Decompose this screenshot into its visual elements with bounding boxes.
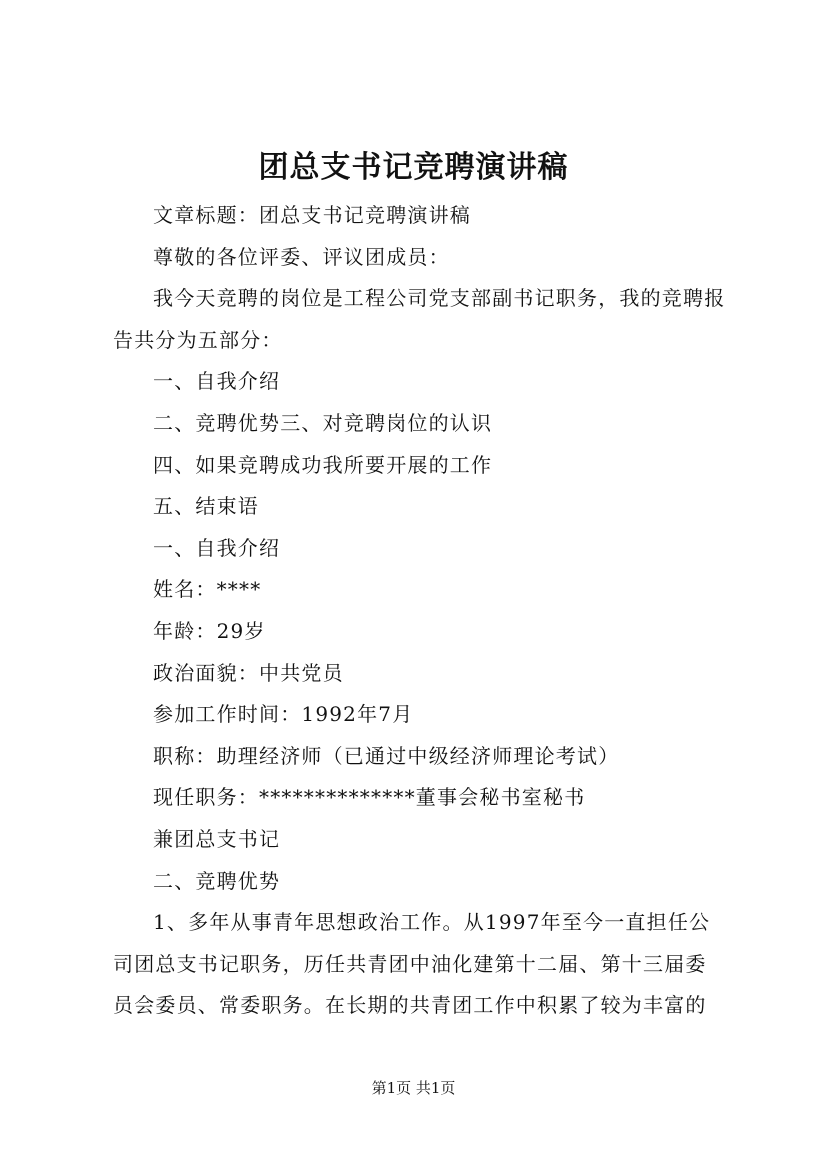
page-footer: 第1页 共1页 <box>371 1079 456 1097</box>
paragraph: 1、多年从事青年思想政治工作。从1997年至今一直担任公司团总支书记职务，历任共青团中油化建第十二届、第十三届委员会委员、常委职务。在长期的共青团工作中积累了较为丰富的 <box>113 910 711 1018</box>
paragraph: 年龄：29岁 <box>153 618 266 643</box>
paragraph: 四、如果竞聘成功我所要开展的工作 <box>153 452 493 477</box>
paragraph: 我今天竞聘的岗位是工程公司党支部副书记职务，我的竞聘报告共分为五部分： <box>113 286 726 352</box>
paragraph: 一、自我介绍 <box>153 369 281 394</box>
paragraph: 五、结束语 <box>153 494 259 519</box>
paragraph: 姓名：**** <box>153 577 262 602</box>
paragraph: 二、竞聘优势三、对竞聘岗位的认识 <box>153 410 493 435</box>
paragraph: 参加工作时间：1992年7月 <box>153 702 414 727</box>
paragraph: 二、竞聘优势 <box>153 868 281 893</box>
paragraph: 文章标题：团总支书记竞聘演讲稿 <box>153 203 471 227</box>
paragraph: 职称：助理经济师（已通过中级经济师理论考试） <box>153 743 620 768</box>
paragraph: 尊敬的各位评委、评议团成员： <box>153 244 450 269</box>
paragraph: 政治面貌：中共党员 <box>153 660 344 685</box>
paragraph: 兼团总支书记 <box>153 826 281 851</box>
paragraph: 一、自我介绍 <box>153 535 281 560</box>
document-title: 团总支书记竞聘演讲稿 <box>258 150 569 185</box>
document-body <box>113 195 727 1027</box>
paragraph: 现任职务：**************董事会秘书室秘书 <box>153 785 586 810</box>
